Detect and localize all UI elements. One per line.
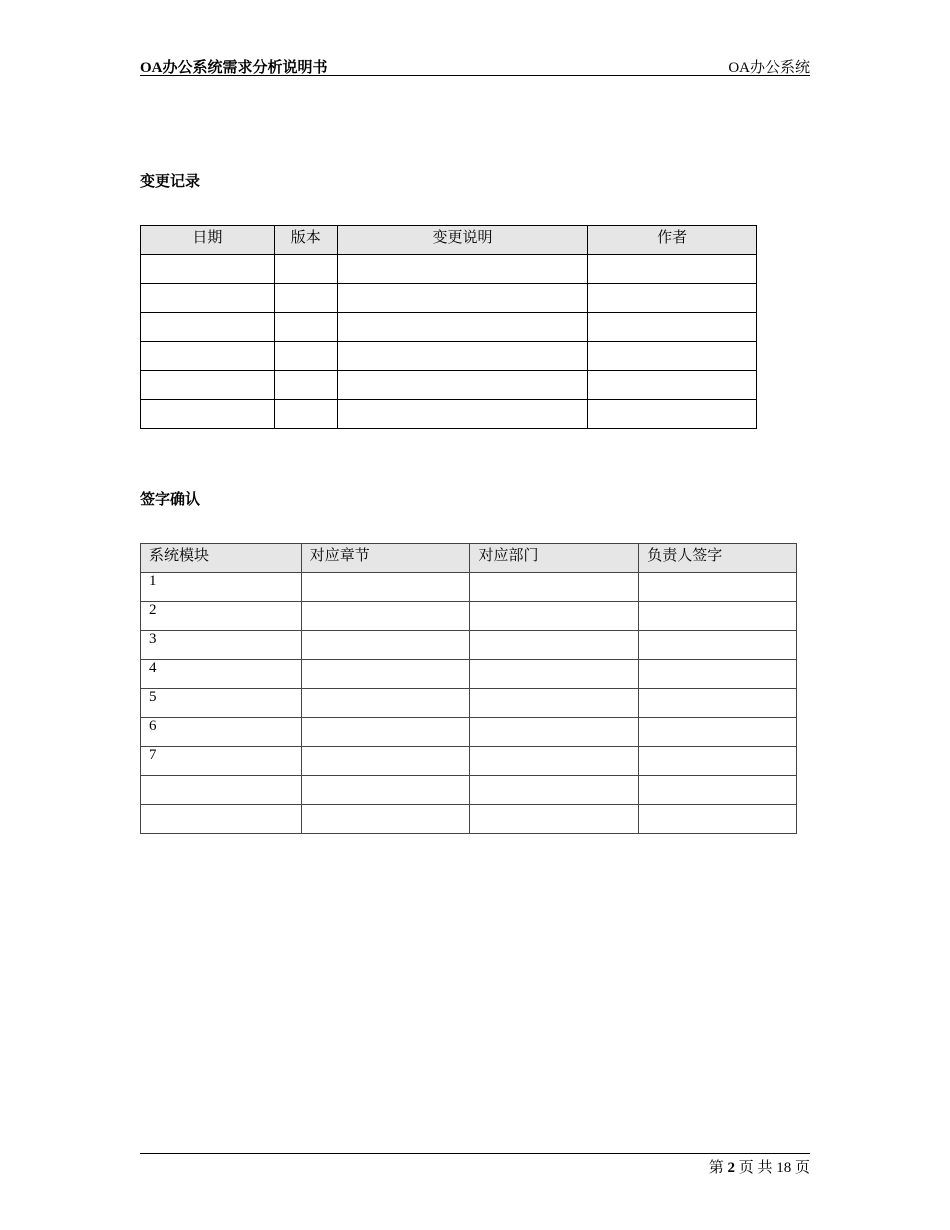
column-header-change-description: 变更说明: [337, 226, 588, 255]
column-header-author: 作者: [588, 226, 757, 255]
table-cell: [588, 371, 757, 400]
module-cell: 2: [141, 602, 302, 631]
table-cell: [639, 689, 797, 718]
table-cell: [337, 255, 588, 284]
table-row: [141, 660, 797, 689]
table-cell: [274, 400, 337, 429]
change-log-table: [140, 225, 757, 429]
page-number: [709, 1156, 810, 1177]
table-row: [141, 602, 797, 631]
module-cell: 3: [141, 631, 302, 660]
table-cell: [301, 776, 470, 805]
table-cell: [141, 313, 275, 342]
table-cell: [470, 660, 639, 689]
column-header-module: 系统模块: [141, 544, 302, 573]
column-header-version: 版本: [274, 226, 337, 255]
table-cell: [301, 805, 470, 834]
table-cell: [639, 660, 797, 689]
table-row: [141, 718, 797, 747]
module-cell: 4: [141, 660, 302, 689]
table-cell: [141, 284, 275, 313]
table-cell: [141, 342, 275, 371]
table-row: [141, 573, 797, 602]
change-log-heading: 变更记录: [140, 174, 201, 190]
table-cell: [337, 371, 588, 400]
module-cell: 7: [141, 747, 302, 776]
module-cell: [141, 805, 302, 834]
table-cell: [301, 573, 470, 602]
table-cell: [337, 400, 588, 429]
table-cell: [301, 718, 470, 747]
table-cell: [337, 342, 588, 371]
table-row: [141, 371, 757, 400]
table-row: [141, 255, 757, 284]
table-row: [141, 342, 757, 371]
table-header-row: [141, 226, 757, 255]
table-row: [141, 776, 797, 805]
table-row: [141, 313, 757, 342]
table-cell: [274, 284, 337, 313]
module-cell: 1: [141, 573, 302, 602]
signoff-table: [140, 543, 797, 834]
table-cell: [301, 631, 470, 660]
table-row: [141, 747, 797, 776]
table-row: [141, 631, 797, 660]
column-header-signature: 负责人签字: [639, 544, 797, 573]
table-cell: [301, 602, 470, 631]
table-row: [141, 805, 797, 834]
document-title: OA办公系统需求分析说明书: [140, 60, 328, 76]
column-header-section: 对应章节: [301, 544, 470, 573]
table-row: [141, 284, 757, 313]
table-cell: [639, 631, 797, 660]
table-header-row: [141, 544, 797, 573]
table-cell: [141, 255, 275, 284]
table-cell: [337, 313, 588, 342]
table-cell: [470, 718, 639, 747]
table-cell: [588, 400, 757, 429]
total-pages: 18: [776, 1160, 792, 1176]
page-suffix: 页: [794, 1160, 810, 1176]
table-cell: [588, 284, 757, 313]
table-cell: [588, 255, 757, 284]
footer-divider: [140, 1153, 810, 1154]
system-name: OA办公系统: [728, 60, 810, 76]
table-cell: [337, 284, 588, 313]
table-cell: [301, 660, 470, 689]
table-cell: [274, 313, 337, 342]
table-cell: [470, 689, 639, 718]
table-cell: [470, 631, 639, 660]
page-middle: 页 共: [738, 1160, 773, 1176]
table-cell: [141, 400, 275, 429]
table-cell: [470, 573, 639, 602]
table-cell: [274, 371, 337, 400]
module-cell: 6: [141, 718, 302, 747]
signoff-heading: 签字确认: [140, 492, 201, 508]
column-header-date: 日期: [141, 226, 275, 255]
table-cell: [639, 718, 797, 747]
table-cell: [588, 342, 757, 371]
table-row: [141, 689, 797, 718]
table-cell: [141, 371, 275, 400]
table-cell: [639, 602, 797, 631]
table-cell: [639, 776, 797, 805]
column-header-department: 对应部门: [470, 544, 639, 573]
table-cell: [639, 805, 797, 834]
table-cell: [639, 747, 797, 776]
page-prefix: 第: [708, 1160, 724, 1176]
table-cell: [274, 255, 337, 284]
table-cell: [470, 805, 639, 834]
header-divider: [140, 75, 810, 76]
table-cell: [274, 342, 337, 371]
module-cell: [141, 776, 302, 805]
table-cell: [470, 602, 639, 631]
table-row: [141, 400, 757, 429]
table-cell: [470, 776, 639, 805]
module-cell: 5: [141, 689, 302, 718]
current-page: 2: [727, 1160, 735, 1176]
table-cell: [470, 747, 639, 776]
table-cell: [639, 573, 797, 602]
table-cell: [301, 689, 470, 718]
table-cell: [588, 313, 757, 342]
table-cell: [301, 747, 470, 776]
